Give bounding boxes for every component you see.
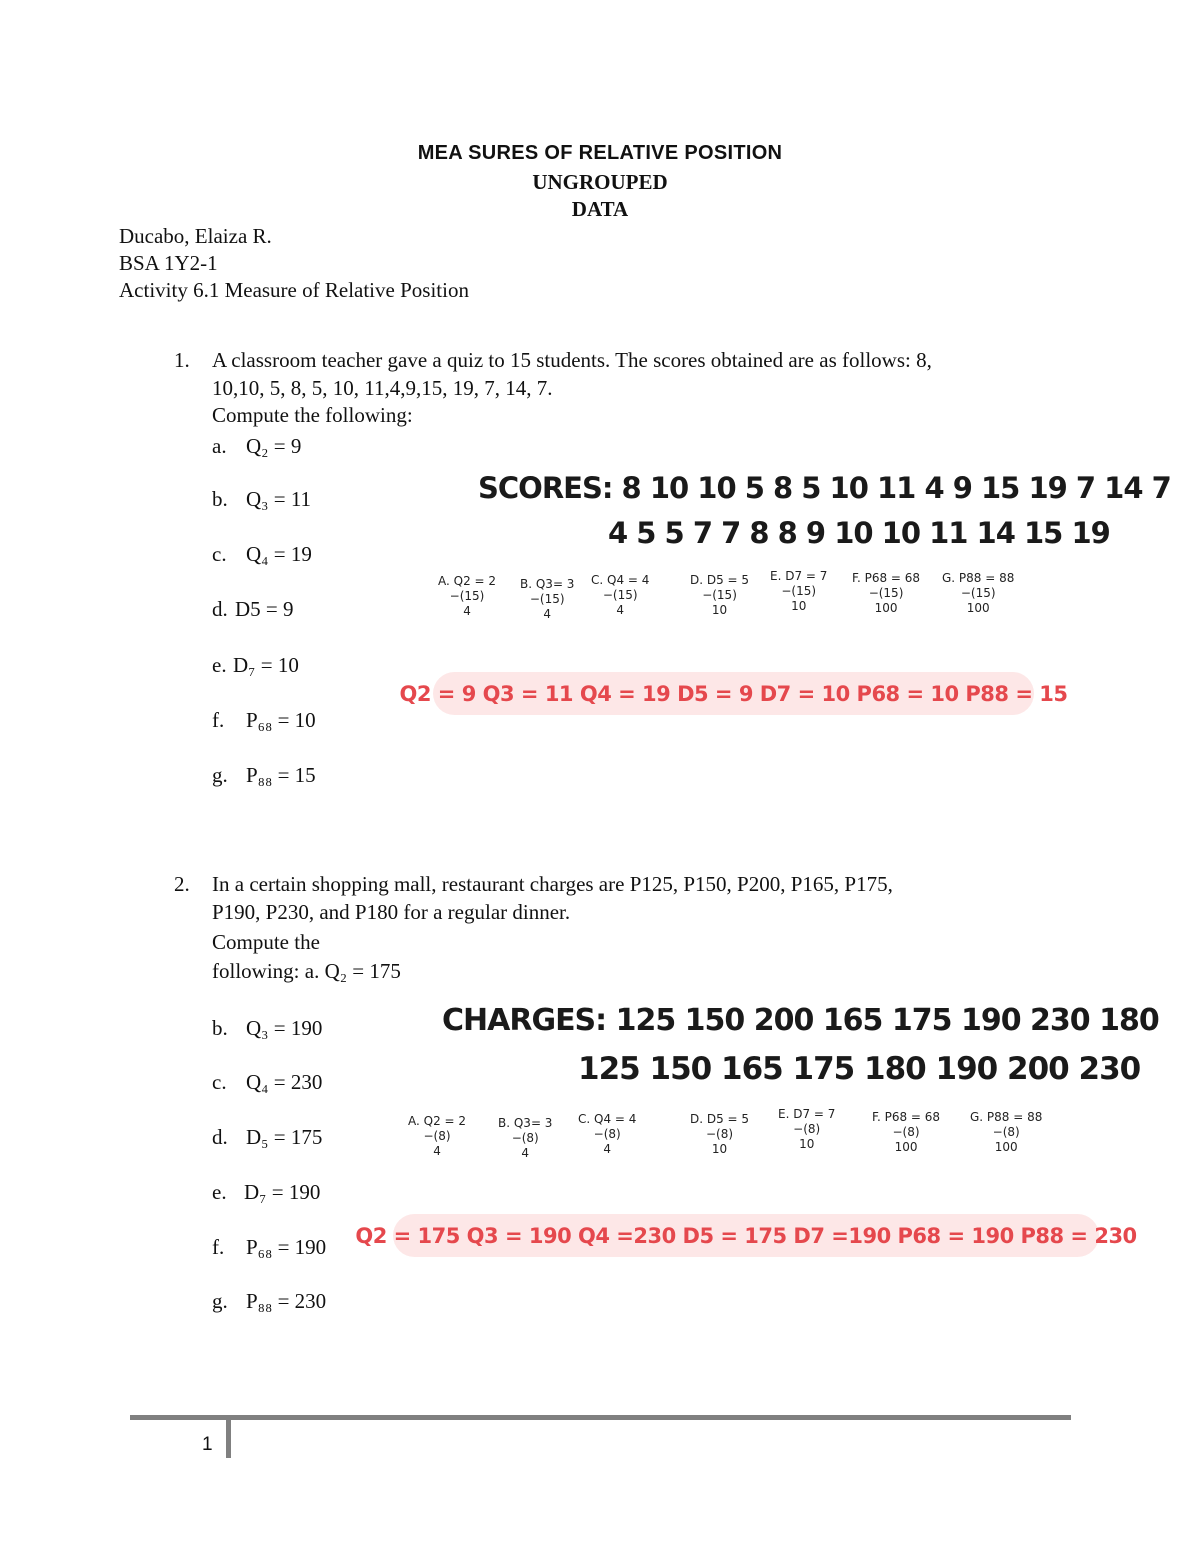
activity-title: Activity 6.1 Measure of Relative Position (119, 278, 469, 302)
q1-answer-letter: b. (212, 487, 228, 511)
q1-answer-q3: Q₃ = 11 (246, 487, 312, 511)
formula-numerator: −(8) (706, 1127, 734, 1141)
formula-numerator: −(8) (423, 1129, 451, 1143)
document-subtitle-data: DATA (571, 197, 629, 221)
q1-answer-letter: g. (212, 763, 228, 787)
q2-answer-q3: Q₃ = 190 (246, 1016, 323, 1040)
formula-label: C. Q4 = 4 (591, 573, 650, 587)
q2-answer-letter: e. (212, 1180, 227, 1204)
q2-result-banner: Q2 = 175 Q3 = 190 Q4 =230 D5 = 175 D7 =190 P68 = 190 P88 = 230 (393, 1214, 1099, 1257)
q1-formula-d5 (690, 573, 749, 618)
student-section: BSA 1Y2-1 (119, 251, 218, 275)
page-number: 1 (202, 1434, 213, 1455)
formula-label: E. D7 = 7 (778, 1107, 836, 1121)
q2-answer-letter: f. (212, 1235, 225, 1259)
q1-scores-line: SCORES: 8 10 10 5 8 5 10 11 4 9 15 19 7 14 7 (478, 471, 1171, 505)
q2-formula-d5 (690, 1112, 749, 1157)
formula-label: A. Q2 = 2 (438, 574, 497, 588)
q1-formula-q4 (591, 573, 649, 618)
footer-rule (130, 1415, 1071, 1420)
footer-divider (226, 1418, 231, 1458)
q2-text-line2: P190, P230, and P180 for a regular dinner. (212, 900, 571, 924)
formula-label: G. P88 = 88 (942, 571, 1015, 585)
q1-text-line2: 10,10, 5, 8, 5, 10, 11,4,9,15, 19, 7, 14, 7. (212, 376, 553, 400)
formula-label: B. Q3= 3 (520, 577, 575, 591)
formula-numerator: −(15) (960, 586, 996, 600)
formula-denominator: 4 (616, 603, 625, 617)
q1-formula-p68 (852, 571, 920, 616)
formula-denominator: 10 (791, 599, 807, 613)
formula-label: C. Q4 = 4 (578, 1112, 637, 1126)
formula-label: E. D7 = 7 (770, 569, 828, 583)
formula-denominator: 4 (433, 1144, 441, 1158)
formula-numerator: −(15) (781, 584, 817, 598)
formula-label: F. P68 = 68 (852, 571, 921, 585)
document-subtitle-ungrouped: UNGROUPED (532, 170, 668, 194)
formula-denominator: 4 (521, 1146, 530, 1160)
q2-formula-p68 (872, 1110, 940, 1155)
q2-number: 2. (174, 872, 190, 896)
formula-denominator: 4 (463, 604, 471, 618)
q1-answer-p68: P₆₈ = 10 (246, 708, 316, 732)
formula-denominator: 10 (799, 1137, 815, 1151)
q1-answer-letter: c. (212, 542, 227, 566)
q1-answer-q4: Q₄ = 19 (246, 542, 312, 566)
formula-denominator: 10 (711, 603, 728, 617)
q1-text-line1: A classroom teacher gave a quiz to 15 students. The scores obtained are as follows: 8, (212, 348, 932, 372)
q2-charges-line: CHARGES: 125 150 200 165 175 190 230 180 (442, 1003, 1159, 1038)
formula-numerator: −(15) (702, 588, 737, 602)
formula-label: D. D5 = 5 (690, 1112, 750, 1126)
formula-numerator: −(8) (793, 1122, 821, 1136)
formula-label: B. Q3= 3 (498, 1116, 553, 1130)
q1-text-line3: Compute the following: (212, 403, 413, 427)
student-name: Ducabo, Elaiza R. (119, 224, 272, 248)
formula-numerator: −(15) (529, 592, 565, 606)
q2-answer-letter: b. (212, 1016, 228, 1040)
q1-answer-letter: a. (212, 434, 227, 458)
formula-denominator: 4 (543, 607, 552, 621)
q2-text-line4: following: a. Q₂ = 175 (212, 959, 401, 983)
formula-denominator: 100 (874, 601, 898, 615)
q2-text-line1: In a certain shopping mall, restaurant charges are P125, P150, P200, P165, P175, (212, 872, 893, 896)
q1-formula-d7 (770, 569, 827, 614)
q2-formula-q4 (578, 1112, 636, 1157)
formula-numerator: −(8) (511, 1131, 539, 1145)
q1-answer-letter: d. (212, 597, 228, 621)
q2-text-line3: Compute the (212, 930, 320, 954)
q2-formula-d7 (778, 1107, 835, 1152)
formula-denominator: 4 (603, 1142, 612, 1156)
q2-answer-d7: D₇ = 190 (244, 1180, 321, 1204)
q1-number: 1. (174, 348, 190, 372)
q2-answer-letter: g. (212, 1289, 228, 1313)
formula-denominator: 100 (994, 1140, 1018, 1154)
q1-answer-p88: P₈₈ = 15 (246, 763, 316, 787)
formula-denominator: 100 (894, 1140, 918, 1154)
formula-denominator: 10 (711, 1142, 728, 1156)
formula-numerator: −(15) (449, 589, 485, 603)
formula-numerator: −(15) (602, 588, 638, 602)
q1-answer-q2: Q₂ = 9 (246, 434, 302, 458)
formula-numerator: −(8) (892, 1125, 920, 1139)
q2-answer-letter: d. (212, 1125, 228, 1149)
q1-formula-q3 (520, 577, 574, 622)
document-title: MEA SURES OF RELATIVE POSITION (417, 142, 783, 164)
formula-numerator: −(15) (868, 586, 904, 600)
q2-formula-p88 (970, 1110, 1042, 1155)
q2-answer-d5: D₅ = 175 (246, 1125, 323, 1149)
formula-label: A. Q2 = 2 (408, 1114, 467, 1128)
q2-formula-q3 (498, 1116, 552, 1161)
q2-answer-q4: Q₄ = 230 (246, 1070, 323, 1094)
q1-answer-letter: f. (212, 708, 225, 732)
formula-denominator: 100 (966, 601, 990, 615)
formula-numerator: −(8) (992, 1125, 1020, 1139)
q2-sorted-charges-line: 125 150 165 175 180 190 200 230 (578, 1051, 1141, 1087)
q2-answer-p88: P₈₈ = 230 (246, 1289, 327, 1313)
q1-answer-letter: e. (212, 653, 227, 677)
q1-formula-q2 (438, 574, 496, 619)
q1-formula-p88 (942, 571, 1014, 616)
q1-result-banner: Q2 = 9 Q3 = 11 Q4 = 19 D5 = 9 D7 = 10 P68 = 10 P88 = 15 (433, 672, 1034, 715)
q2-formula-q2 (408, 1114, 466, 1159)
q1-answer-d7: D₇ = 10 (233, 653, 299, 677)
formula-label: G. P88 = 88 (970, 1110, 1043, 1124)
q1-sorted-scores-line: 4 5 5 7 7 8 8 9 10 10 11 14 15 19 (608, 516, 1110, 550)
q2-answer-letter: c. (212, 1070, 227, 1094)
formula-label: D. D5 = 5 (690, 573, 750, 587)
formula-label: F. P68 = 68 (872, 1110, 941, 1124)
q1-answer-d5: D5 = 9 (235, 597, 294, 621)
formula-numerator: −(8) (593, 1127, 621, 1141)
q2-answer-p68: P₆₈ = 190 (246, 1235, 327, 1259)
